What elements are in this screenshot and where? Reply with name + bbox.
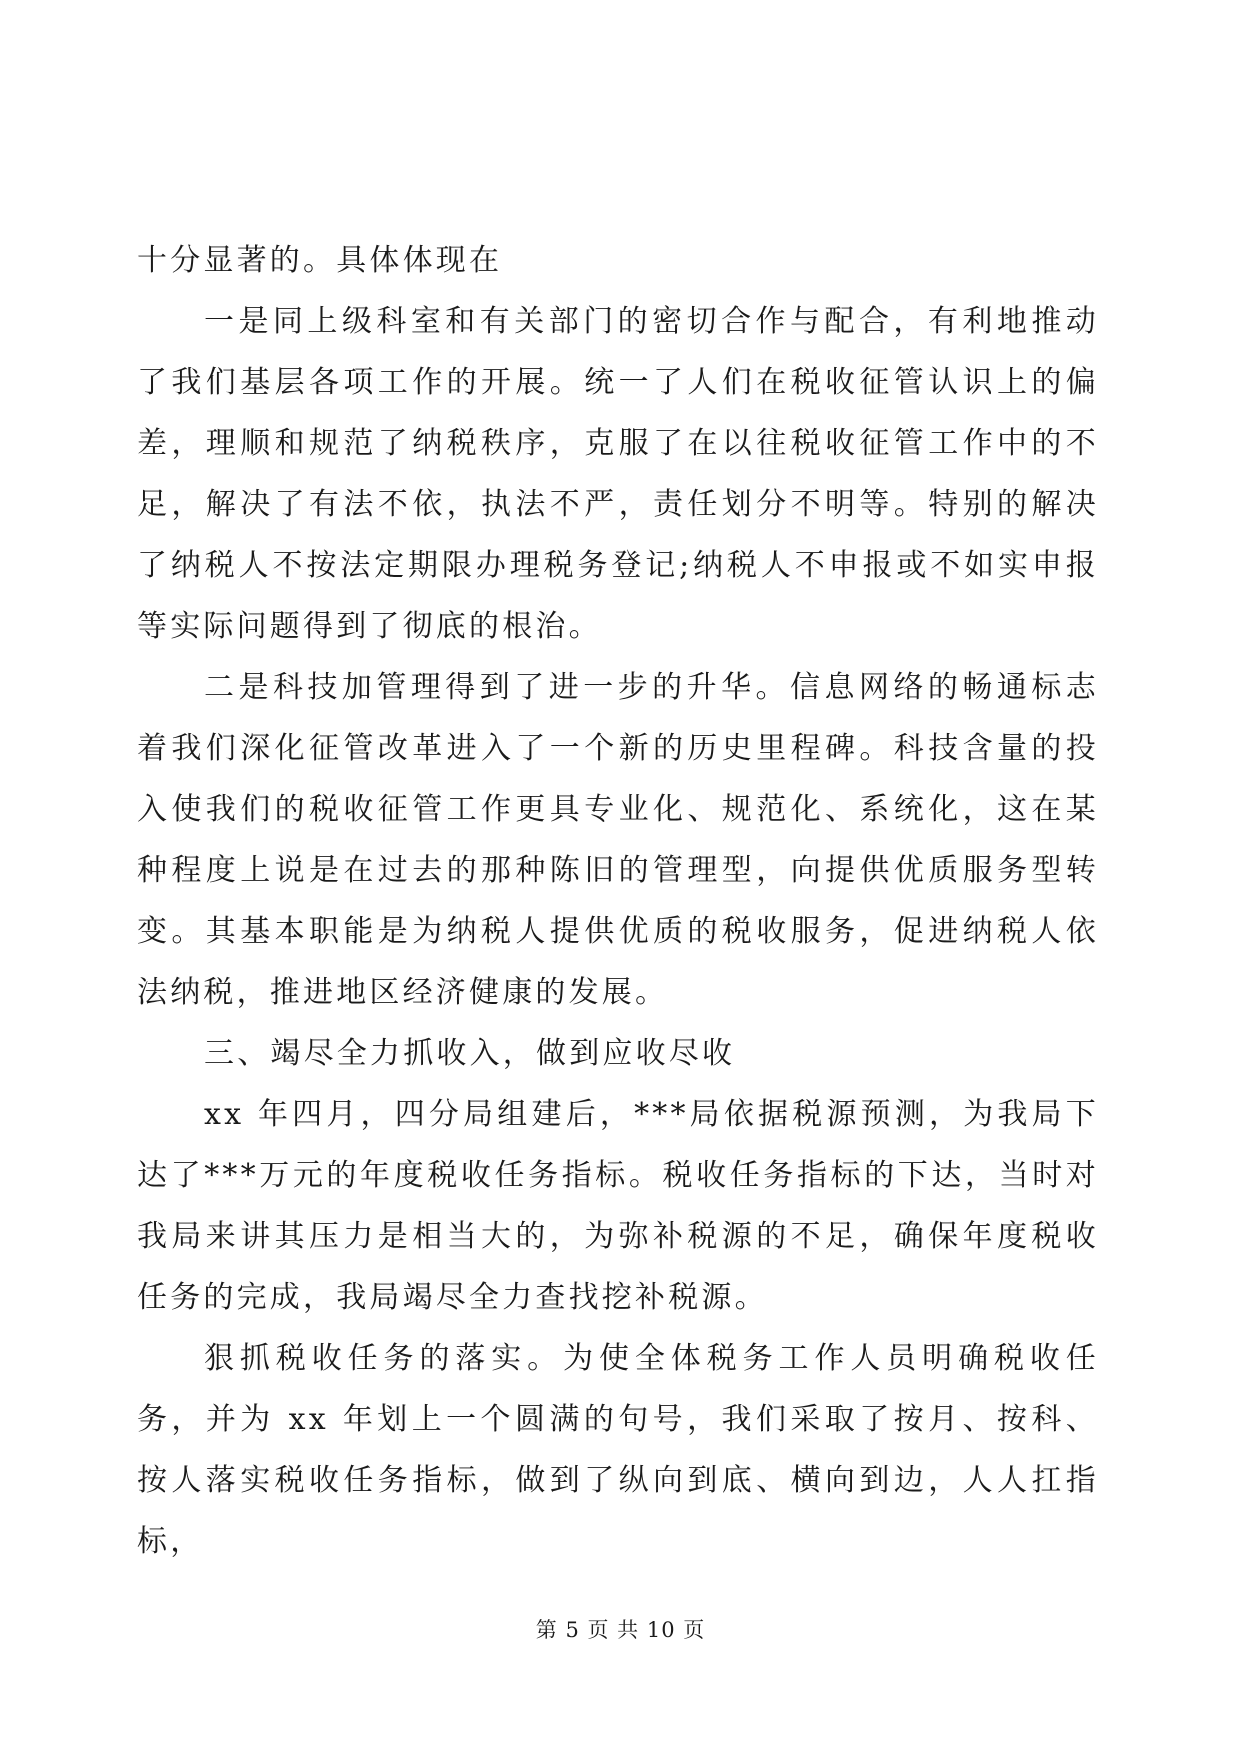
- page-number-footer: 第 5 页 共 10 页: [535, 1618, 706, 1642]
- paragraph-3: 二是科技加管理得到了进一步的升华。信息网络的畅通标志着我们深化征管改革进入了一个新的历史里程碑。科技含量的投入使我们的税收征管工作更具专业化、规范化、系统化，这在某种程度上说是在过去的那种陈旧的管理型，向提供优质服务型转变。其基本职能是为纳税人提供优质的税收服务，促进纳税人依法纳税，推进地区经济健康的发展。: [137, 670, 1099, 1010]
- paragraph-5: 狠抓税收任务的落实。为使全体税务工作人员明确税收任务，并为 xx 年划上一个圆满的句号，我们采取了按月、按科、按人落实税收任务指标，做到了纵向到底、横向到边，人人扛指标，: [137, 1341, 1099, 1559]
- section-heading: 三、竭尽全力抓收入，做到应收尽收: [204, 1036, 736, 1071]
- paragraph-4: xx 年四月，四分局组建后，***局依据税源预测，为我局下达了***万元的年度税收任务指标。税收任务指标的下达，当时对我局来讲其压力是相当大的，为弥补税源的不足，确保年度税收任务的完成，我局竭尽全力查找挖补税源。: [137, 1097, 1099, 1315]
- paragraph-1: 十分显著的。具体体现在: [137, 243, 503, 278]
- document-body: [137, 230, 1099, 1572]
- paragraph-2: 一是同上级科室和有关部门的密切合作与配合，有利地推动了我们基层各项工作的开展。统一了人们在税收征管认识上的偏差，理顺和规范了纳税秩序，克服了在以往税收征管工作中的不足，解决了有法不依，执法不严，责任划分不明等。特别的解决了纳税人不按法定期限办理税务登记;纳税人不申报或不如实申报等实际问题得到了彻底的根治。: [137, 304, 1099, 644]
